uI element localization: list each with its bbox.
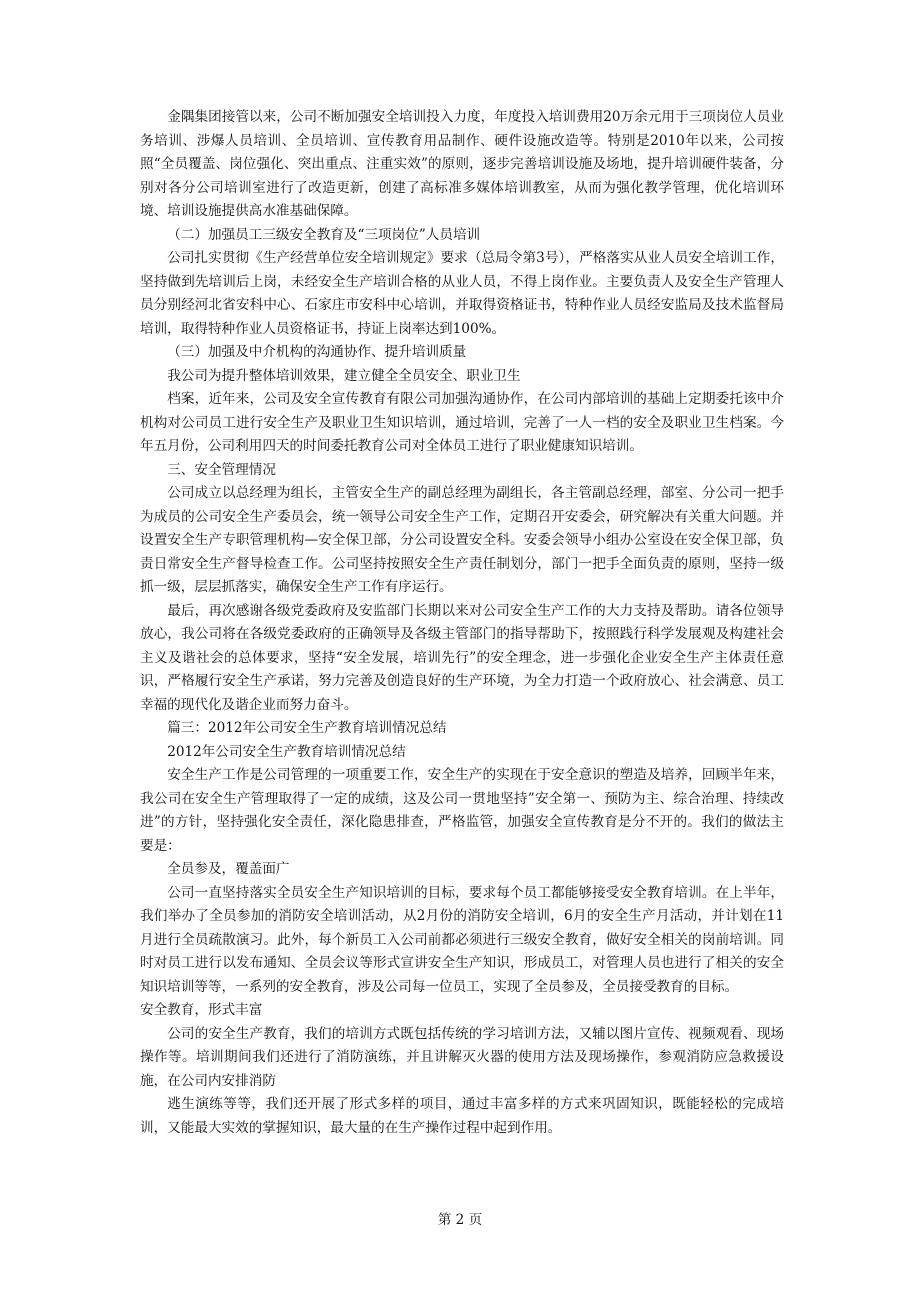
- article-heading: 篇三：2012年公司安全生产教育培训情况总结: [167, 720, 447, 736]
- paragraph: 金隅集团接管以来，公司不断加强安全培训投入力度，年度投入培训费用20万余元用于三项岗位人员业务培训、涉爆人员培训、全员培训、宣传教育用品制作、硬件设施改造等。特别是2010年以来，公司按照“全员覆盖、岗位强化、突出重点、注重实效”的原则，逐步完善培训设施及场地，提升培训硬件装备，分别对各分公司培训室进行了改造更新，创建了高标准多媒体培训教室，从而为强化教学管理，优化培训环境、培训设施提供高水准基础保障。: [140, 109, 784, 219]
- page-number: 第 2 页: [437, 1212, 483, 1228]
- section-heading: （三）加强及中介机构的沟通协作、提升培训质量: [167, 344, 467, 360]
- paragraph: 公司一直坚持落实全员安全生产知识培训的目标，要求每个员工都能够接受安全教育培训。在上半年，我们举办了全员参加的消防安全培训活动，从2月份的消防安全培训，6月的安全生产月活动，并计划在11月进行全员疏散演习。此外，每个新员工入公司前都必须进行三级安全教育，做好安全相关的岗前培训。同时对员工进行以发布通知、全员会议等形式宣讲安全生产知识，形成员工，对管理人员也进行了相关的安全知识培训等等，一系列的安全教育，涉及公司每一位员工，实现了全员参及，全员接受教育的目标。: [140, 884, 784, 995]
- article-title: 2012年公司安全生产教育培训情况总结: [167, 743, 406, 760]
- paragraph: 公司的安全生产教育，我们的培训方式既包括传统的学习培训方法，又辅以图片宣传、视频观看、现场操作等。培训期间我们还进行了消防演练，并且讲解灭火器的使用方法及现场操作，参观消防应急救援设施，在公司内安排消防: [140, 1025, 784, 1089]
- document-body: [140, 106, 784, 1140]
- paragraph: 公司成立以总经理为组长，主管安全生产的副总经理为副组长，各主管副总经理，部室、分公司一把手为成员的公司安全生产委员会，统一领导公司安全生产工作，定期召开安委会，研究解决有关重大问题。并设置安全生产专职管理机构—安全保卫部，分公司设置安全科。安委会领导小组办公室设在安全保卫部，负责日常安全生产督导检查工作。公司坚持按照安全生产责任制划分，部门一把手全面负责的原则，坚持一级抓一级，层层抓落实，确保安全生产工作有序运行。: [140, 485, 784, 595]
- section-heading: （二）加强员工三级安全教育及“三项岗位”人员培训: [167, 226, 481, 243]
- paragraph: 安全生产工作是公司管理的一项重要工作，安全生产的实现在于安全意识的塑造及培养，回顾半年来，我公司在安全生产管理取得了一定的成绩，这及公司一贯地坚持”安全第一、预防为主、综合治理、持续改进”的方针，坚持强化安全责任，深化隐患排查，严格监管，加强安全宣传教育是分不开的。我们的做法主要是：: [140, 767, 784, 854]
- paragraph: 逃生演练等等，我们还开展了形式多样的项目，通过丰富多样的方式来巩固知识，既能轻松的完成培训，又能最大实效的掌握知识，最大量的在生产操作过程中起到作用。: [140, 1096, 784, 1136]
- paragraph: 公司扎实贯彻《生产经营单位安全培训规定》要求（总局令第3号），严格落实从业人员安全培训工作，坚持做到先培训后上岗，未经安全生产培训合格的从业人员，不得上岗作业。主要负责人及安全生产管理人员分别经河北省安科中心、石家庄市安科中心培训，并取得资格证书，特种作业人员经安监局及技术监督局培训，取得特种作业人员资格证书，持证上岗率达到100%。: [140, 250, 784, 337]
- section-heading: 全员参及，覆盖面广: [167, 861, 290, 877]
- section-heading: 安全教育，形式丰富: [140, 1002, 263, 1018]
- section-heading: 三、安全管理情况: [167, 461, 276, 478]
- paragraph: 最后，再次感谢各级党委政府及安监部门长期以来对公司安全生产工作的大力支持及帮助。请各位领导放心，我公司将在各级党委政府的正确领导及各级主管部门的指导帮助下，按照践行科学发展观及构建社会主义及谐社会的总体要求，坚持“安全发展，培训先行”的安全理念，进一步强化企业安全生产主体责任意识，严格履行安全生产承诺，努力完善及创造良好的生产环境，为全力打造一个政府放心、社会满意、员工幸福的现代化及谐企业而努力奋斗。: [140, 602, 784, 713]
- paragraph: 我公司为提升整体培训效果，建立健全全员安全、职业卫生: [167, 367, 521, 384]
- paragraph: 档案，近年来，公司及安全宣传教育有限公司加强沟通协作，在公司内部培训的基础上定期委托该中介机构对公司员工进行安全生产及职业卫生知识培训，通过培训，完善了一人一档的安全及职业卫生档案。今年五月份，公司利用四天的时间委托教育公司对全体员工进行了职业健康知识培训。: [140, 391, 784, 454]
